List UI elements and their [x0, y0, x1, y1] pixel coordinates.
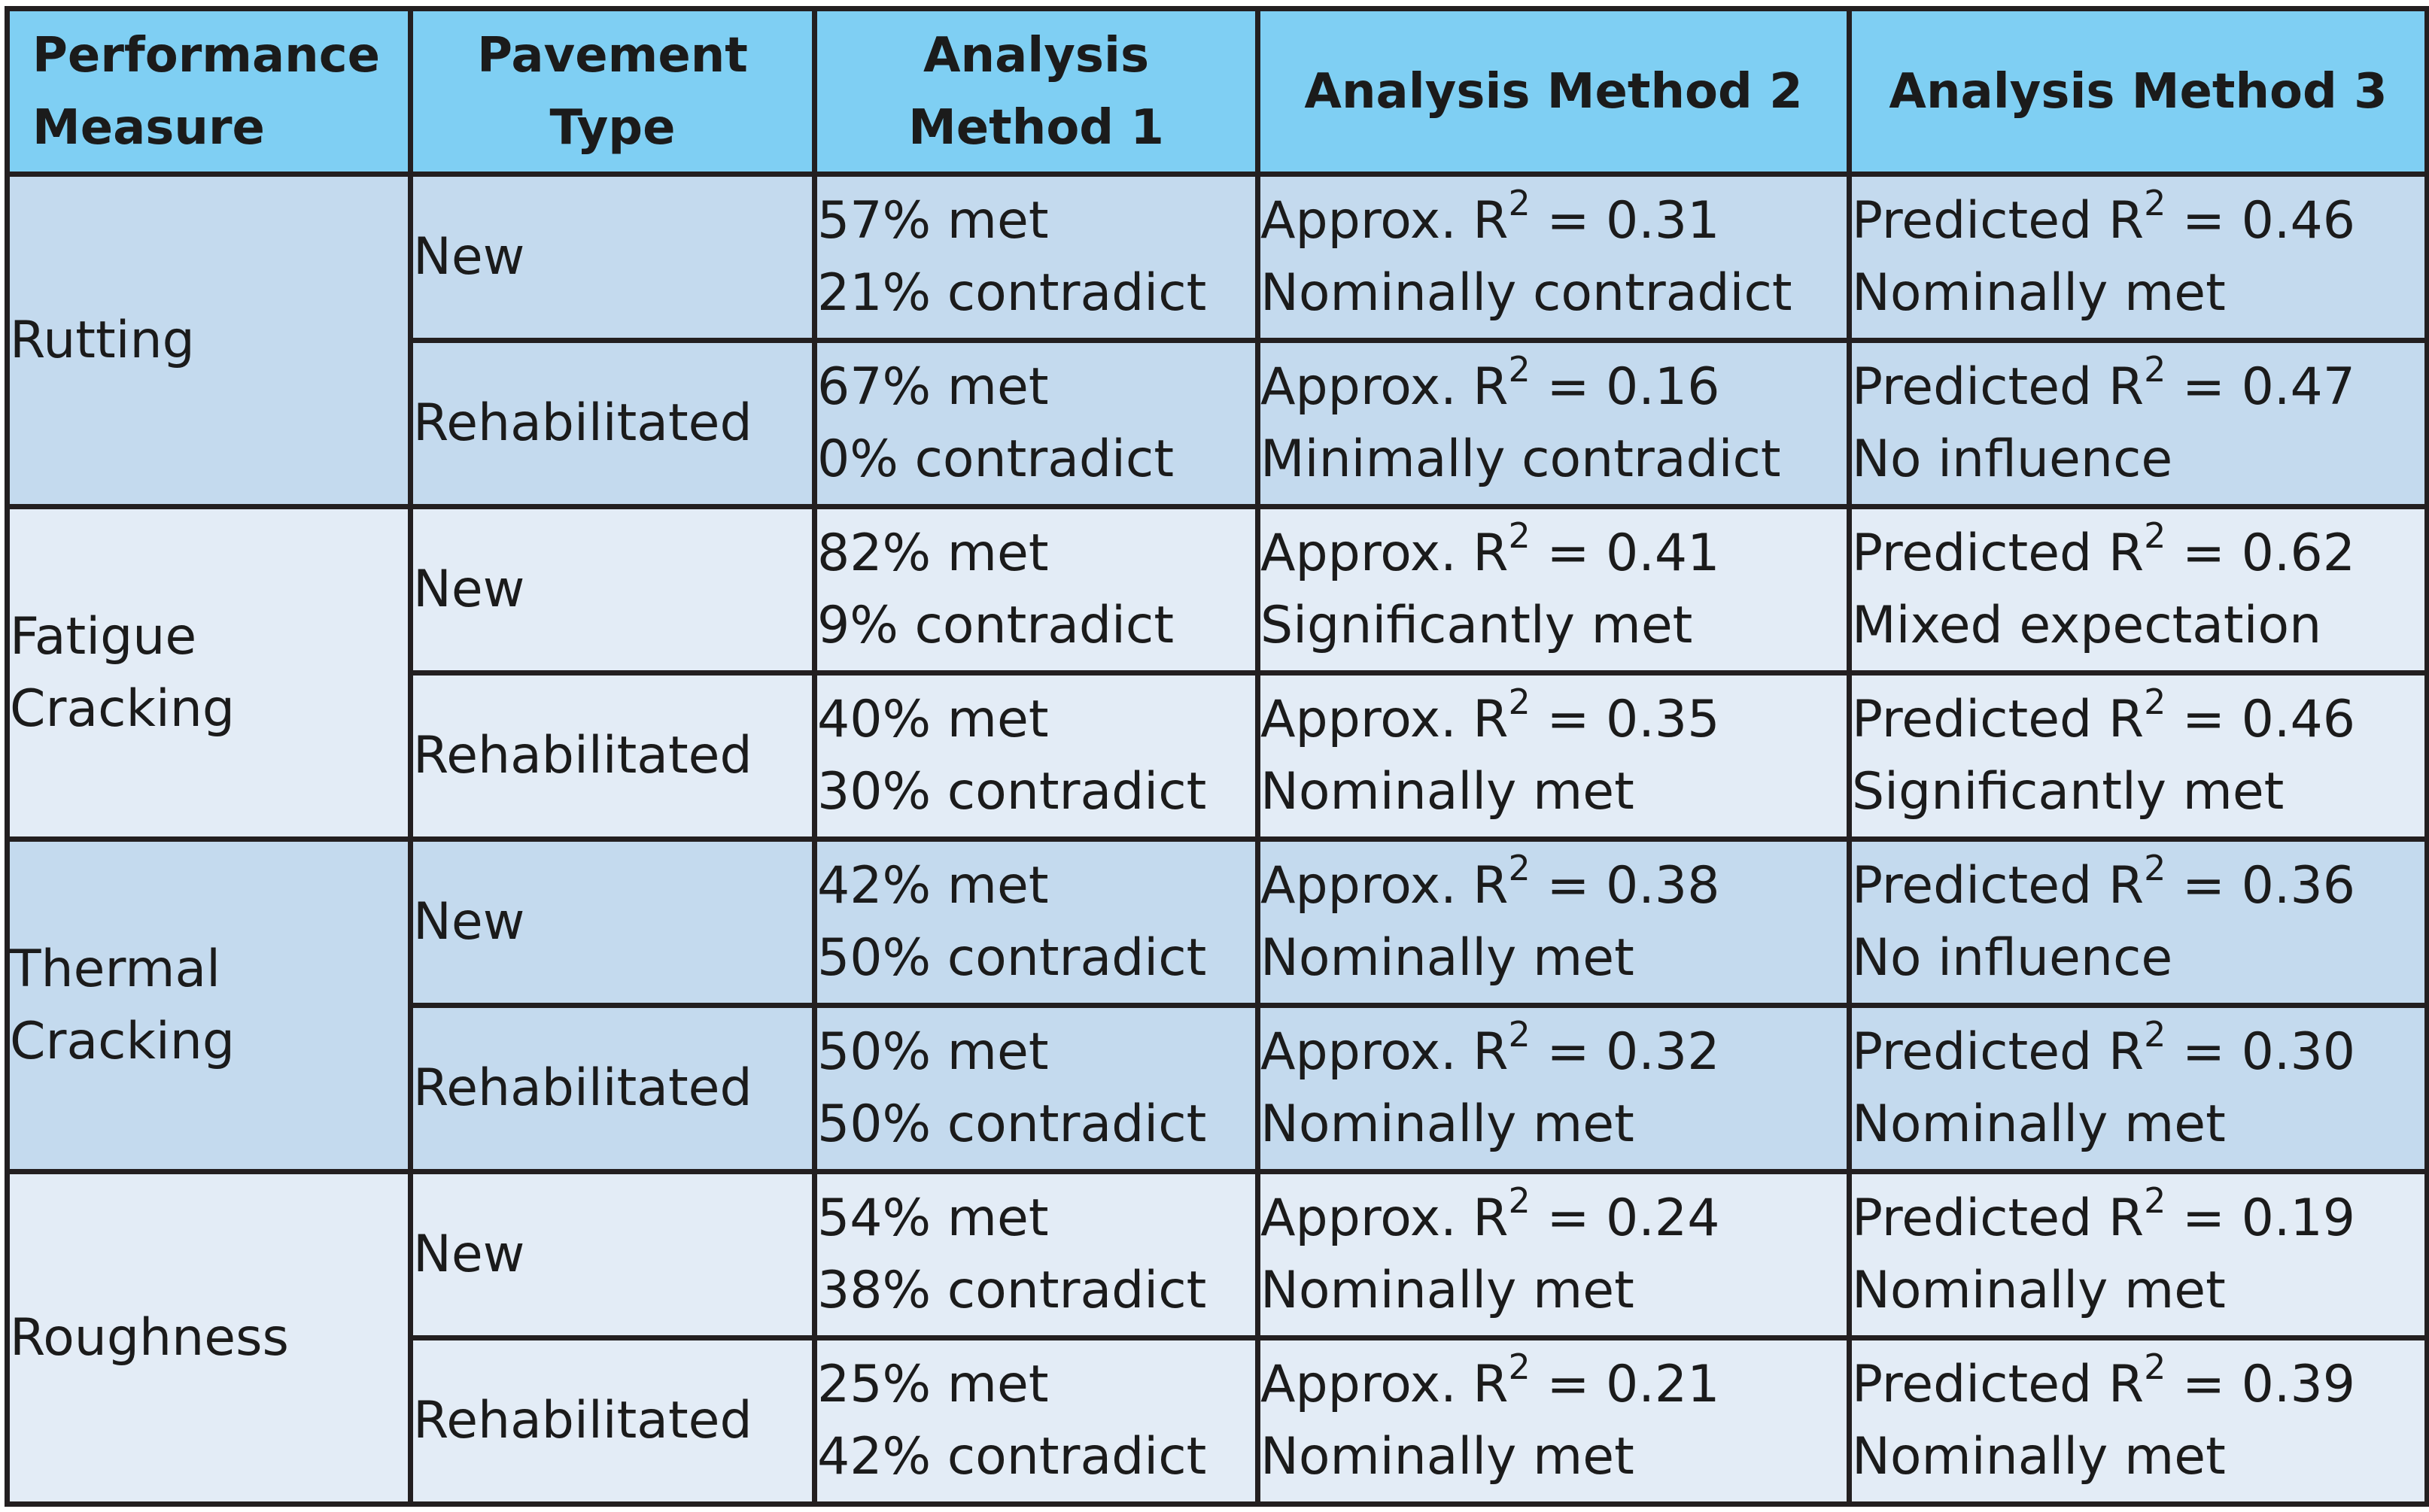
equals-sign: = [2166, 357, 2242, 417]
r2-superscript: 2 [1508, 349, 1531, 390]
method3-cell-result: Mixed expectation [1852, 596, 2322, 655]
r2-prefix: Approx. R [1260, 690, 1509, 749]
equals-sign: = [2166, 524, 2242, 583]
r2-prefix: Approx. R [1260, 524, 1509, 583]
r2-value: 0.47 [2241, 357, 2355, 417]
method1-met: 50% met [817, 1022, 1049, 1082]
method1-met: 40% met [817, 690, 1049, 749]
equals-sign: = [2166, 690, 2242, 749]
r2-prefix: Approx. R [1260, 357, 1509, 417]
method1-contradict: 38% contradict [817, 1261, 1207, 1320]
performance-measure-label: Roughness [10, 1307, 289, 1368]
method1-contradict: 0% contradict [817, 430, 1174, 489]
method1-met: 57% met [817, 191, 1049, 250]
equals-sign: = [1530, 856, 1607, 915]
pavement-type-cell: Rehabilitated [411, 1006, 815, 1172]
method1-met: 54% met [817, 1189, 1049, 1248]
equals-sign: = [1530, 1355, 1607, 1414]
performance-measure-cell [8, 839, 411, 1172]
method3-cell-result: Nominally met [1852, 1095, 2226, 1154]
r2-value: 0.46 [2241, 690, 2355, 749]
r2-value: 0.31 [1606, 191, 1720, 250]
r2-prefix: Approx. R [1260, 1355, 1509, 1414]
r2-value: 0.62 [2241, 524, 2355, 583]
r2-prefix: Predicted R [1852, 1022, 2145, 1082]
method3-cell-r2 [1852, 684, 2424, 756]
equals-sign: = [1530, 357, 1607, 417]
method3-cell-result: No influence [1852, 928, 2173, 988]
table-row [8, 175, 2427, 341]
r2-superscript: 2 [1508, 682, 1531, 723]
r2-superscript: 2 [1508, 183, 1531, 224]
r2-value: 0.46 [2241, 191, 2355, 250]
r2-value: 0.32 [1606, 1022, 1720, 1082]
method2-cell-result: Nominally met [1260, 1427, 1634, 1486]
r2-value: 0.35 [1606, 690, 1720, 749]
method3-cell [1850, 1006, 2427, 1172]
r2-prefix: Approx. R [1260, 191, 1509, 250]
r2-value: 0.39 [2241, 1355, 2355, 1414]
performance-measure-label: Fatigue [10, 606, 197, 666]
method1-contradict: 50% contradict [817, 928, 1207, 988]
method2-cell-r2 [1260, 1349, 1847, 1421]
header-pavement-type: Pavement Type [411, 9, 815, 175]
method3-cell-result: Significantly met [1852, 762, 2285, 821]
method1-contradict: 42% contradict [817, 1427, 1207, 1486]
equals-sign: = [1530, 1022, 1607, 1082]
pavement-type-cell: New [411, 175, 815, 341]
method2-cell-result: Nominally met [1260, 762, 1634, 821]
equals-sign: = [1530, 690, 1607, 749]
r2-value: 0.16 [1606, 357, 1720, 417]
r2-prefix: Predicted R [1852, 1355, 2145, 1414]
method1-contradict: 50% contradict [817, 1095, 1207, 1154]
method3-cell-result: Nominally met [1852, 263, 2226, 323]
method2-cell-result: Nominally met [1260, 1261, 1634, 1320]
method3-cell-result: No influence [1852, 430, 2173, 489]
method2-cell-result: Nominally met [1260, 928, 1634, 988]
method2-cell [1258, 839, 1850, 1006]
r2-value: 0.41 [1606, 524, 1720, 583]
method3-cell-r2 [1852, 185, 2424, 257]
method2-cell-r2 [1260, 684, 1847, 756]
method1-cell [815, 839, 1258, 1006]
method3-cell-r2 [1852, 1016, 2424, 1088]
r2-prefix: Approx. R [1260, 1022, 1509, 1082]
method1-cell [815, 1338, 1258, 1504]
r2-superscript: 2 [2144, 1347, 2166, 1388]
method2-cell [1258, 1006, 1850, 1172]
r2-superscript: 2 [2144, 848, 2166, 889]
method1-met: 82% met [817, 524, 1049, 583]
pavement-type-cell: Rehabilitated [411, 1338, 815, 1504]
r2-value: 0.21 [1606, 1355, 1720, 1414]
r2-prefix: Predicted R [1852, 357, 2145, 417]
r2-superscript: 2 [1508, 1347, 1531, 1388]
pavement-type-cell: New [411, 507, 815, 673]
method1-met: 25% met [817, 1355, 1049, 1414]
header-analysis-method-1: Analysis Method 1 [815, 9, 1258, 175]
performance-measure-cell [8, 1172, 411, 1504]
r2-prefix: Predicted R [1852, 191, 2145, 250]
method2-cell [1258, 1172, 1850, 1338]
method2-cell [1258, 673, 1850, 839]
method3-cell-r2 [1852, 850, 2424, 922]
method2-cell [1258, 507, 1850, 673]
method2-cell [1258, 1338, 1850, 1504]
r2-value: 0.24 [1606, 1189, 1720, 1248]
method3-cell-result: Nominally met [1852, 1261, 2226, 1320]
method2-cell [1258, 175, 1850, 341]
method2-cell-r2 [1260, 1016, 1847, 1088]
equals-sign: = [2166, 1189, 2242, 1248]
r2-superscript: 2 [1508, 1014, 1531, 1055]
header-analysis-method-2: Analysis Method 2 [1258, 9, 1850, 175]
equals-sign: = [2166, 856, 2242, 915]
method3-cell [1850, 1172, 2427, 1338]
method3-cell [1850, 341, 2427, 507]
table-row [8, 839, 2427, 1006]
performance-measure-cell [8, 507, 411, 839]
performance-measure-label: Rutting [10, 310, 195, 370]
table-row [8, 507, 2427, 673]
equals-sign: = [1530, 191, 1607, 250]
r2-superscript: 2 [2144, 1180, 2166, 1222]
method3-cell-r2 [1852, 1180, 2424, 1255]
performance-measure-label: Cracking [10, 1011, 236, 1071]
equals-sign: = [2166, 1355, 2242, 1414]
r2-superscript: 2 [2144, 682, 2166, 723]
method2-cell-result: Nominally met [1260, 1095, 1634, 1154]
method2-cell-result: Nominally contradict [1260, 263, 1792, 323]
method1-cell [815, 175, 1258, 341]
r2-value: 0.30 [2241, 1022, 2355, 1082]
method2-cell [1258, 341, 1850, 507]
method3-cell-r2 [1852, 515, 2424, 590]
r2-superscript: 2 [1508, 1180, 1531, 1222]
method3-cell [1850, 839, 2427, 1006]
r2-superscript: 2 [2144, 515, 2166, 557]
method1-cell [815, 1006, 1258, 1172]
r2-value: 0.19 [2241, 1189, 2355, 1248]
method3-cell [1850, 507, 2427, 673]
method1-cell [815, 341, 1258, 507]
method1-met: 67% met [817, 357, 1049, 417]
equals-sign: = [2166, 1022, 2242, 1082]
method2-cell-r2 [1260, 850, 1847, 922]
method2-cell-r2 [1260, 1180, 1847, 1255]
r2-prefix: Approx. R [1260, 1189, 1509, 1248]
method3-cell-r2 [1852, 351, 2424, 424]
method3-cell-r2 [1852, 1349, 2424, 1421]
r2-prefix: Approx. R [1260, 856, 1509, 915]
method2-cell-result: Significantly met [1260, 596, 1693, 655]
pavement-type-cell: New [411, 1172, 815, 1338]
r2-superscript: 2 [2144, 183, 2166, 224]
performance-table [5, 6, 2429, 1507]
header-row [8, 9, 2427, 175]
r2-value: 0.36 [2241, 856, 2355, 915]
r2-superscript: 2 [2144, 1014, 2166, 1055]
performance-measure-label: Thermal [10, 939, 221, 999]
equals-sign: = [2166, 191, 2242, 250]
method1-contradict: 21% contradict [817, 263, 1207, 323]
method3-cell [1850, 175, 2427, 341]
pavement-type-cell: Rehabilitated [411, 673, 815, 839]
method2-cell-r2 [1260, 351, 1847, 424]
method1-met: 42% met [817, 856, 1049, 915]
r2-superscript: 2 [1508, 515, 1531, 557]
method1-contradict: 9% contradict [817, 596, 1174, 655]
method1-contradict: 30% contradict [817, 762, 1207, 821]
r2-value: 0.38 [1606, 856, 1720, 915]
method2-cell-r2 [1260, 185, 1847, 257]
method3-cell [1850, 1338, 2427, 1504]
equals-sign: = [1530, 524, 1607, 583]
r2-prefix: Predicted R [1852, 524, 2145, 583]
pavement-type-cell: New [411, 839, 815, 1006]
header-performance-measure: Performance Measure [8, 9, 411, 175]
r2-prefix: Predicted R [1852, 690, 2145, 749]
method2-cell-r2 [1260, 515, 1847, 590]
r2-prefix: Predicted R [1852, 856, 2145, 915]
performance-measure-cell [8, 175, 411, 507]
header-analysis-method-3: Analysis Method 3 [1850, 9, 2427, 175]
method3-cell [1850, 673, 2427, 839]
pavement-type-cell: Rehabilitated [411, 341, 815, 507]
method1-cell [815, 1172, 1258, 1338]
method3-cell-result: Nominally met [1852, 1427, 2226, 1486]
method2-cell-result: Minimally contradict [1260, 430, 1781, 489]
method1-cell [815, 673, 1258, 839]
table-row [8, 1172, 2427, 1338]
r2-superscript: 2 [2144, 349, 2166, 390]
method1-cell [815, 507, 1258, 673]
r2-prefix: Predicted R [1852, 1189, 2145, 1248]
r2-superscript: 2 [1508, 848, 1531, 889]
performance-measure-label: Cracking [10, 679, 236, 739]
equals-sign: = [1530, 1189, 1607, 1248]
